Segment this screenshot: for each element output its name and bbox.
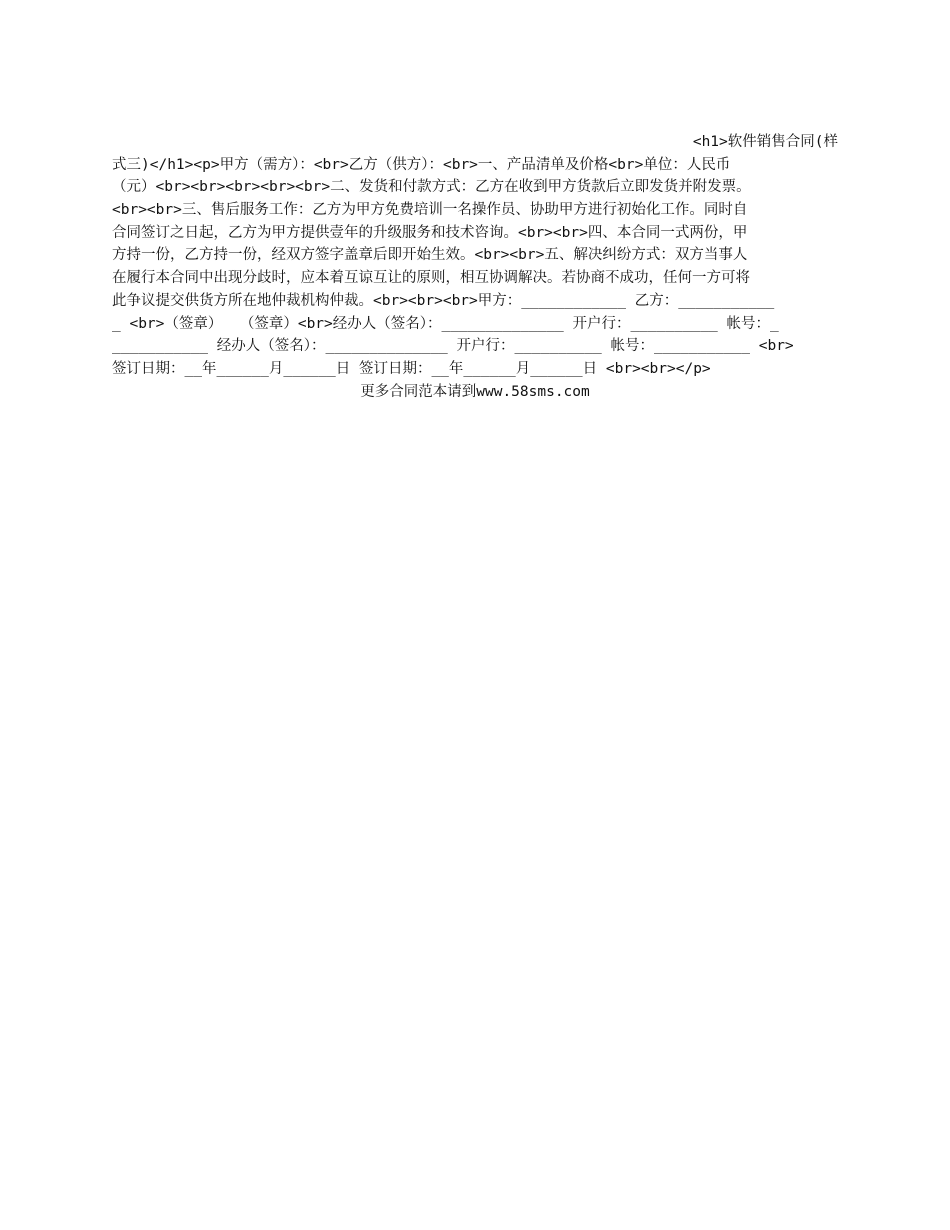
footer-note: 更多合同范本请到www.58sms.com bbox=[360, 383, 590, 400]
contract-body bbox=[112, 131, 838, 403]
text-line: <h1>软件销售合同(样 bbox=[692, 134, 838, 150]
text-line: 此争议提交供货方所在地仲裁机构仲裁。<br><br><br>甲方：____________ 乙方：___________ bbox=[112, 292, 775, 309]
text-line: 方持一份，乙方持一份，经双方签字盖章后即开始生效。<br><br>五、解决纠纷方式：双方当事人 bbox=[112, 247, 748, 264]
text-line: （元）<br><br><br><br><br>二、发货和付款方式：乙方在收到甲方货款后立即发货并附发票。 bbox=[112, 179, 751, 196]
text-line: 式三)</h1><p>甲方（需方）：<br>乙方（供方）：<br>一、产品清单及价格<br>单位：人民币 bbox=[112, 156, 731, 173]
text-line: 合同签订之日起，乙方为甲方提供壹年的升级服务和技术咨询。<br><br>四、本合同一式两份，甲 bbox=[112, 224, 748, 241]
text-line: 签订日期：__年______月______日 签订日期：__年______月______日 <br><br></p> bbox=[112, 360, 711, 377]
text-line: <br><br>三、售后服务工作：乙方为甲方免费培训一名操作员、协助甲方进行初始化工作。同时自 bbox=[112, 202, 748, 219]
text-line: ___________ 经办人（签名）：______________ 开户行：__________ 帐号：___________ <br> bbox=[112, 338, 794, 355]
text-line: 在履行本合同中出现分歧时，应本着互谅互让的原则，相互协调解决。若协商不成功，任何一方可将 bbox=[112, 270, 750, 287]
text-line: _ <br>（签章） （签章）<br>经办人（签名）：______________ 开户行：__________ 帐号：_ bbox=[112, 315, 779, 332]
